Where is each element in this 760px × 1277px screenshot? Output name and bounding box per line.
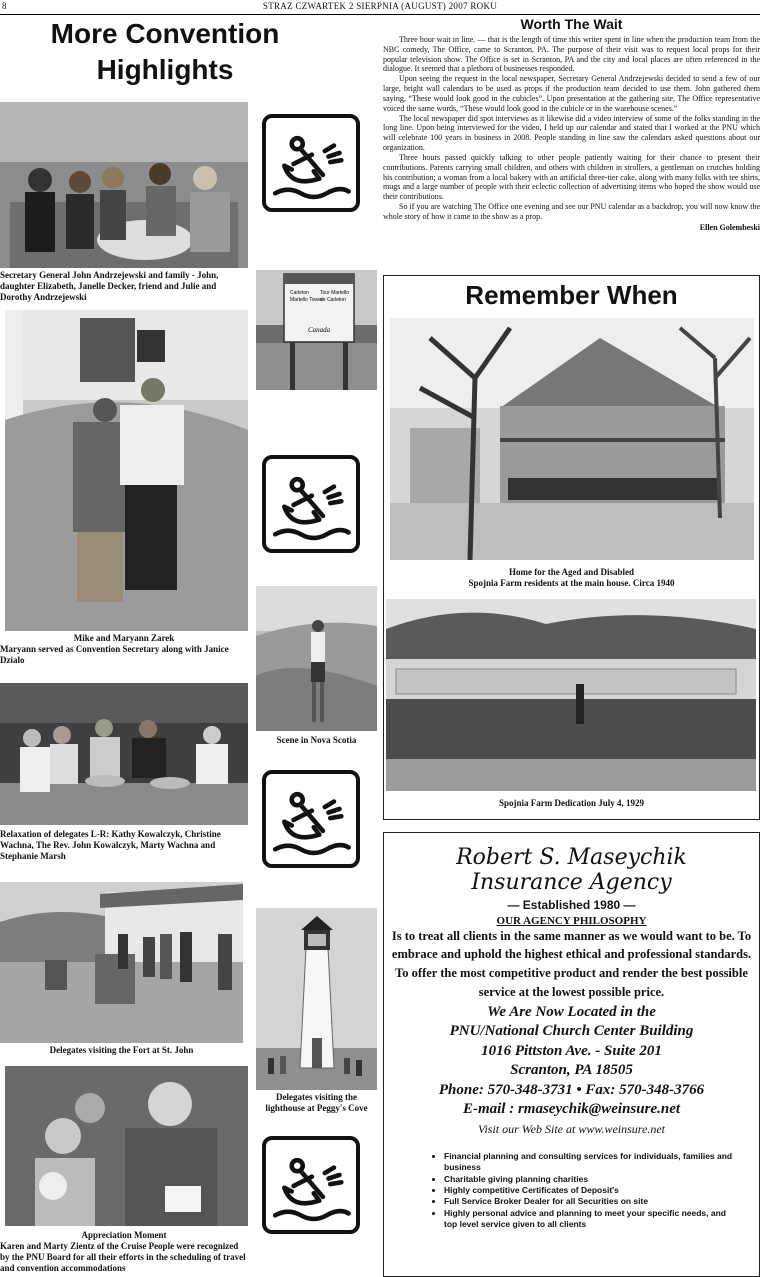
photo-fort-st-john <box>0 882 243 1043</box>
photo-peggys-cove-lighthouse <box>256 908 377 1090</box>
caption-nova-scotia: Scene in Nova Scotia <box>276 735 357 745</box>
ad-agency-name-2: Insurance Agency <box>471 870 672 896</box>
article-paragraph: The local newspaper did spot interviews as it likewise did a video interview of some of the folks standing in the long line. Upon being interviewed for the video, I held up our calendar and stated that I worked at the PNU which will celebrate 100 years in business in 2008. People standing in line saw the calendars asked questions about our organization. <box>383 113 760 153</box>
photo-spojnia-dedication <box>386 599 756 791</box>
caption-fort: Delegates visiting the Fort at St. John <box>49 1045 194 1055</box>
article-title: Worth The Wait <box>520 16 623 32</box>
article-body <box>383 35 760 222</box>
caption-family: Secretary General John Andrzejewski and family - John, daughter Elizabeth, Janelle Decker, friend and Julie and Dorothy Andrzejewski <box>0 270 219 302</box>
list-item: • Financial planning and consulting services for individuals, families and business <box>444 1151 735 1174</box>
photo-martello-tower-sign <box>256 270 377 390</box>
article-paragraph: Upon seeing the request in the local newspaper, Secretary General Andrzejewski decided to send a few of our large, bright wall calendars to be used as props if the production team decided to use them. John gathered them saying, “These would look good in the cubicles”. Upon presentation at the gathering site, The Office representative voiced the same words, “These would look good in the cubicle or in the warehouse scenes.” <box>383 74 760 113</box>
svg-text:Canada <box>308 326 331 334</box>
svg-text:Martello Tower <box>290 297 323 303</box>
highlights-title-line2: Highlights <box>96 54 234 86</box>
sign-line3: Tour Martello <box>320 290 349 296</box>
insurance-ad <box>383 832 760 1277</box>
ad-phone-fax: Phone: 570-348-3731 • Fax: 570-348-3766 <box>438 1081 705 1098</box>
photo-home-for-aged <box>390 318 754 560</box>
sign-line4: de Carleton <box>320 297 346 303</box>
page-header <box>0 0 760 15</box>
photo-appreciation <box>5 1066 248 1226</box>
sign-line1: Carleton <box>290 290 309 296</box>
photo-andrzejewski-family <box>0 102 248 268</box>
list-item: • Highly competitive Certificates of Deposit's <box>444 1185 735 1196</box>
list-item: • Full Service Broker Dealer for all Securities on site <box>444 1196 735 1207</box>
ad-agency-name-1: Robert S. Maseychik <box>456 845 687 870</box>
ad-location-2: PNU/National Church Center Building <box>449 1023 694 1040</box>
caption-home-aged-1: Home for the Aged and Disabled <box>508 567 635 577</box>
list-item: • Highly personal advice and planning to meet your specific needs, and top level service given to all clients <box>444 1208 735 1231</box>
anchor-wave-logo-icon <box>262 455 360 553</box>
newspaper-title: STRAZ CZWARTEK 2 SIERPNIA (AUGUST) 2007 ROKU <box>262 1 498 11</box>
caption-spojnia-dedication: Spojnia Farm Dedication July 4, 1929 <box>498 798 644 808</box>
caption-appreciation-title: Appreciation Moment <box>81 1230 167 1240</box>
remember-when-title: Remember When <box>465 280 678 310</box>
article-paragraph: So if you are watching The Office one evening and see our PNU calendar as a backdrop, you will now know the whole story of how it came to the show as a prop. <box>383 202 760 221</box>
sign-line2: Martello Tower <box>290 297 323 303</box>
article-paragraph: Three hours passed quickly talking to other people patiently waiting for their chance to present their contributions. Parents carrying small children, and others with children in strollers, a gentleman on crutches holding his contribution; a woman from a local bakery with an artificial three-tier cake, along with many folks with tee shirts, mugs and a large number of people with their eclectic collection of advertising items who hoped the show would use their contributions. <box>383 152 760 202</box>
sign-text-1 <box>290 290 309 296</box>
ad-location-3: 1016 Pittston Ave. - Suite 201 <box>481 1042 662 1059</box>
ad-location-1: We Are Now Located in the <box>487 1003 656 1020</box>
anchor-wave-logo-icon <box>262 114 360 212</box>
highlights-title <box>0 16 330 89</box>
highlights-title-line1: More Convention <box>50 18 280 49</box>
remember-when-box <box>383 275 760 820</box>
ad-website: Visit our Web Site at www.weinsure.net <box>478 1121 665 1136</box>
caption-lighthouse: Delegates visiting the lighthouse at Peggy's Cove <box>265 1092 368 1113</box>
anchor-wave-logo-icon <box>262 1136 360 1234</box>
article-worth-the-wait <box>383 16 760 266</box>
photo-relaxation-delegates <box>0 683 248 825</box>
sign-brand: Canada <box>308 326 331 334</box>
ad-established: — Established 1980 — <box>507 897 636 912</box>
photo-zarek <box>5 310 248 631</box>
caption-appreciation-detail: Karen and Marty Zientz of the Cruise People were recognized by the PNU Board for all their efforts in the scheduling of travel and convention accommodations <box>0 1241 246 1273</box>
ad-location-4: Scranton, PA 18505 <box>510 1062 633 1079</box>
svg-text:de Carleton <box>320 297 346 303</box>
svg-text:Tour Martello <box>320 290 349 296</box>
photo-nova-scotia <box>256 586 377 731</box>
article-paragraph: Three hour wait in line. — that is the length of time this writer spent in line when the production team from the NBC comedy, The Office, came to Scranton, PA. The purpose of their visit was to request local props for their popular television show. The Office is set in Scranton, PA and the city and local places are often referenced in the dialogue. It seemed that a plethora of businesses responded. <box>383 35 760 74</box>
page-number: 8 <box>2 1 7 11</box>
article-byline: Ellen Golembeski <box>699 222 760 232</box>
ad-services-list <box>426 1151 735 1231</box>
ad-philosophy-text: Is to treat all clients in the same manner as we would want to be. To embrace and uphold the highest ethical and professional standards. To offer the most competitive product and render the best possible service at the lowest possible price. <box>391 928 752 999</box>
caption-relaxation: Relaxation of delegates L-R: Kathy Kowalczyk, Christine Wachna, The Rev. John Kowalczyk, Marty Wachna and Stephanie Marsh <box>0 829 221 861</box>
caption-zarek-detail: Maryann served as Convention Secretary along with Janice Dzialo <box>0 644 229 665</box>
caption-home-aged-2: Spojnia Farm residents at the main house. Circa 1940 <box>468 578 675 588</box>
ad-philosophy-heading: OUR AGENCY PHILOSOPHY <box>496 914 647 927</box>
ad-email: E-mail : rmaseychik@weinsure.net <box>462 1101 681 1118</box>
list-item: • Charitable giving planning charities <box>444 1174 735 1185</box>
caption-zarek-names: Mike and Maryann Zarek <box>73 633 175 643</box>
anchor-wave-logo-icon <box>262 770 360 868</box>
